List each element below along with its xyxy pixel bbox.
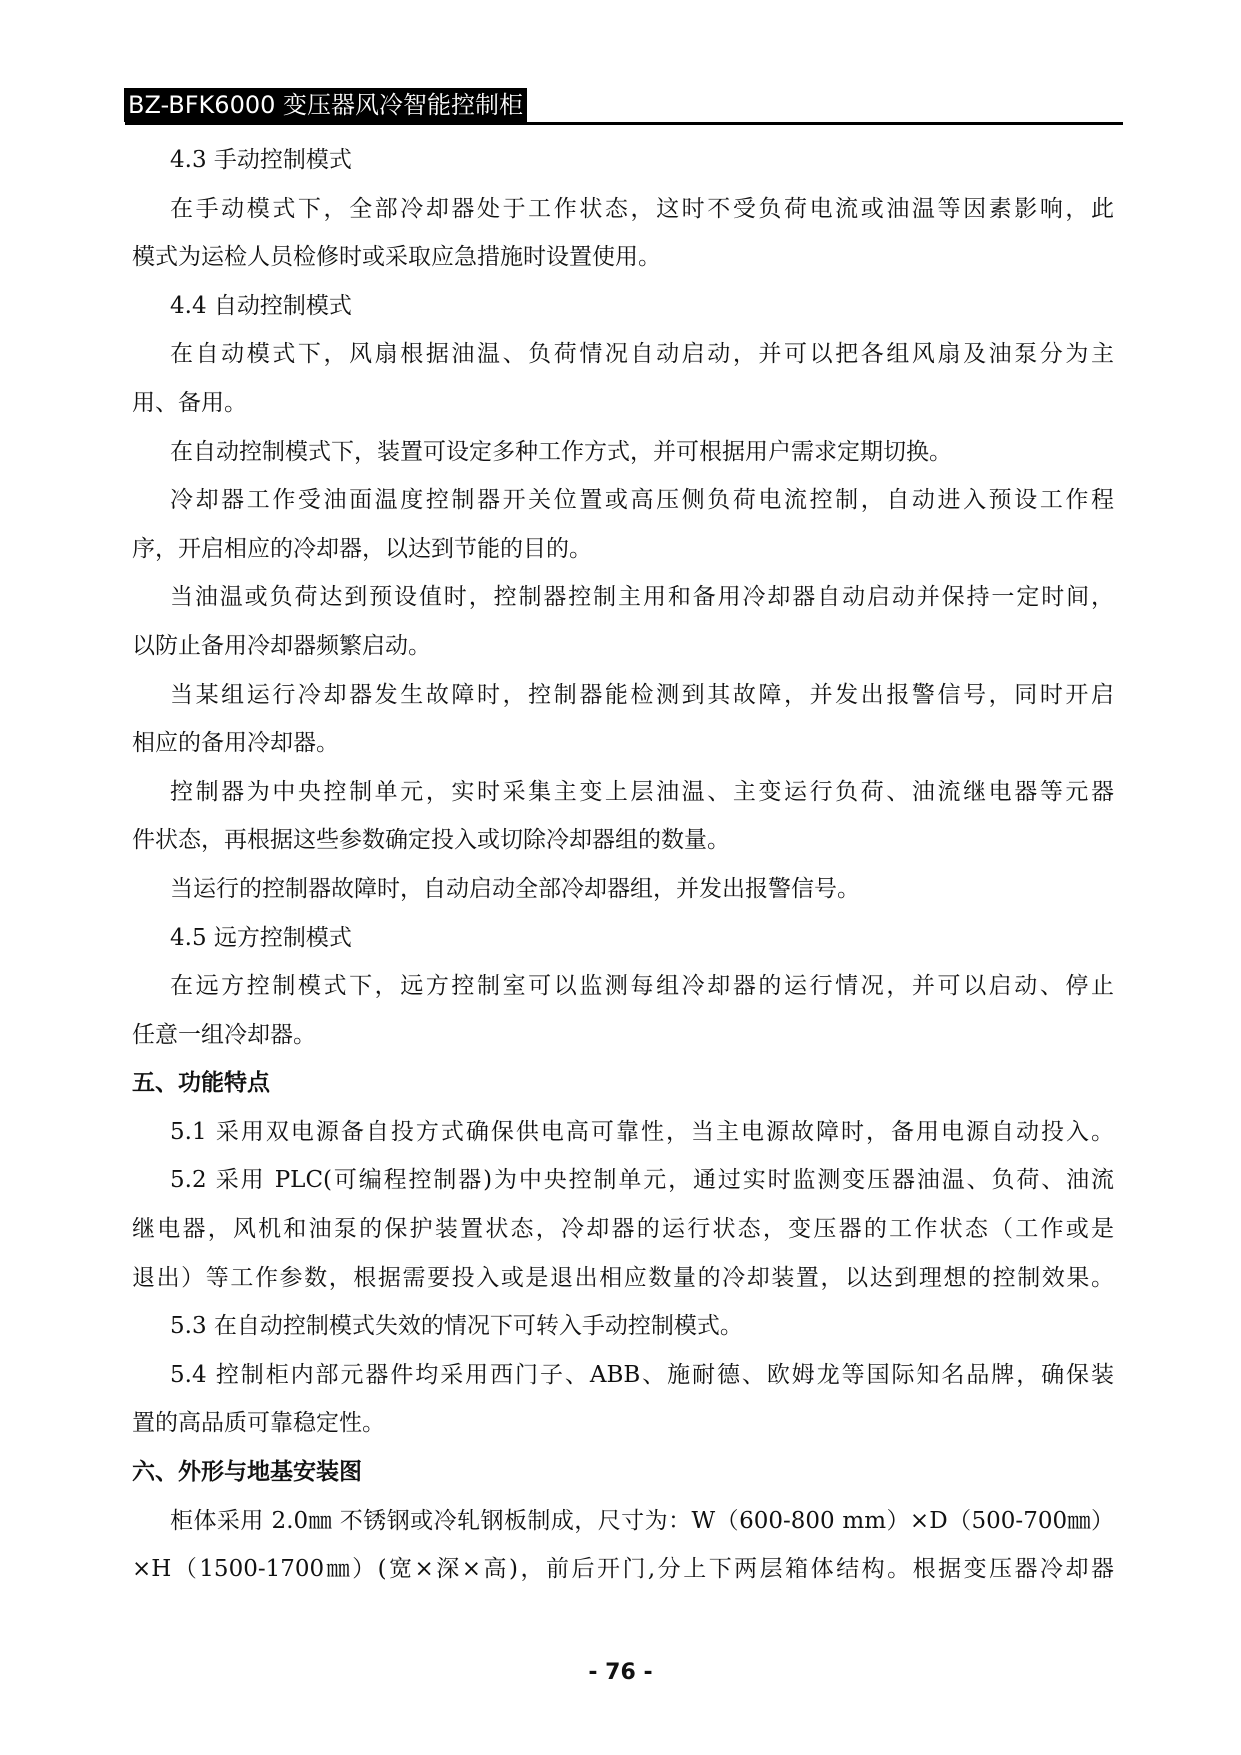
section-heading-5: 五、功能特点 — [132, 1070, 270, 1097]
paragraph-line: 在手动模式下，全部冷却器处于工作状态，这时不受负荷电流或油温等因素影响，此 — [170, 195, 1114, 222]
paragraph-line: 在自动控制模式下，装置可设定多种工作方式，并可根据用户需求定期切换。 — [170, 438, 952, 465]
paragraph-line: 冷却器工作受油面温度控制器开关位置或高压侧负荷电流控制，自动进入预设工作程 — [170, 487, 1114, 514]
paragraph-line: 柜体采用 2.0㎜ 不锈钢或冷轧钢板制成，尺寸为：W（600-800 mm）×D（500-700㎜） — [170, 1507, 1114, 1534]
paragraph-line: 以防止备用冷却器频繁启动。 — [132, 632, 431, 659]
page-number: - 76 - — [588, 1660, 653, 1685]
paragraph-line: 控制器为中央控制单元，实时采集主变上层油温、主变运行负荷、油流继电器等元器 — [170, 778, 1114, 805]
paragraph-line: 5.4 控制柜内部元器件均采用西门子、ABB、施耐德、欧姆龙等国际知名品牌，确保装 — [170, 1361, 1114, 1388]
paragraph-line: 继电器，风机和油泵的保护装置状态，冷却器的运行状态，变压器的工作状态（工作或是 — [132, 1216, 1114, 1243]
paragraph-line: 5.3 在自动控制模式失效的情况下可转入手动控制模式。 — [170, 1313, 743, 1340]
document-body — [132, 136, 1114, 1594]
section-heading-6: 六、外形与地基安装图 — [132, 1459, 362, 1486]
paragraph-line: 退出）等工作参数，根据需要投入或是退出相应数量的冷却装置，以达到理想的控制效果。 — [132, 1264, 1114, 1291]
paragraph-line: 当某组运行冷却器发生故障时，控制器能检测到其故障，并发出报警信号，同时开启 — [170, 681, 1114, 708]
paragraph-line: 件状态，再根据这些参数确定投入或切除冷却器组的数量。 — [132, 827, 730, 854]
header-rule — [125, 122, 1123, 125]
paragraph-line: 用、备用。 — [132, 389, 247, 416]
document-header-title: BZ-BFK6000 变压器风冷智能控制柜 — [124, 88, 527, 122]
paragraph-line: 当油温或负荷达到预设值时，控制器控制主用和备用冷却器自动启动并保持一定时间， — [170, 584, 1114, 611]
subsection-heading-4-4: 4.4 自动控制模式 — [170, 292, 352, 319]
paragraph-line: 任意一组冷却器。 — [132, 1021, 316, 1048]
paragraph-line: 5.1 采用双电源备自投方式确保供电高可靠性，当主电源故障时，备用电源自动投入。 — [170, 1118, 1114, 1145]
paragraph-line: 在远方控制模式下，远方控制室可以监测每组冷却器的运行情况，并可以启动、停止 — [170, 973, 1114, 1000]
paragraph-line: 5.2 采用 PLC(可编程控制器)为中央控制单元，通过实时监测变压器油温、负荷、油流 — [170, 1167, 1114, 1194]
paragraph-line: 在自动模式下，风扇根据油温、负荷情况自动启动，并可以把各组风扇及油泵分为主 — [170, 341, 1114, 368]
subsection-heading-4-5: 4.5 远方控制模式 — [170, 924, 352, 951]
subsection-heading-4-3: 4.3 手动控制模式 — [170, 147, 352, 173]
paragraph-line: 当运行的控制器故障时，自动启动全部冷却器组，并发出报警信号。 — [170, 875, 860, 902]
paragraph-line: 模式为运检人员检修时或采取应急措施时设置使用。 — [132, 244, 661, 271]
paragraph-line: 序，开启相应的冷却器，以达到节能的目的。 — [132, 535, 592, 562]
paragraph-line: ×H（1500-1700㎜）(宽×深×高)，前后开门,分上下两层箱体结构。根据变压器冷却器 — [132, 1556, 1114, 1583]
paragraph-line: 相应的备用冷却器。 — [132, 730, 339, 757]
paragraph-line: 置的高品质可靠稳定性。 — [132, 1410, 385, 1437]
